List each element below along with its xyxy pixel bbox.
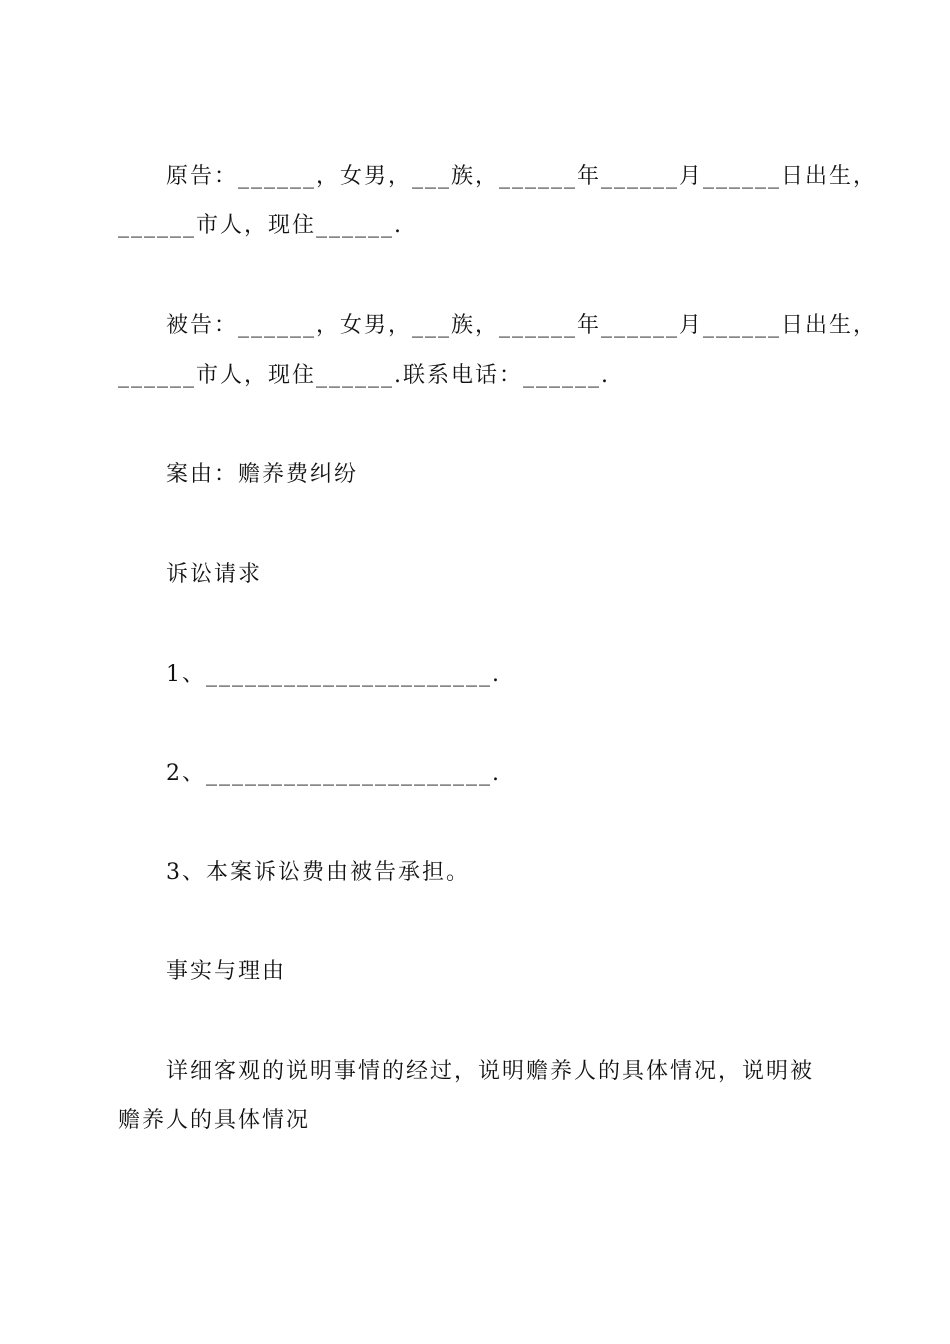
defendant-line-2: ______市人，现住______.联系电话：______. — [118, 363, 610, 388]
cause-of-action: 案由：赡养费纠纷 — [166, 462, 359, 487]
claim-item-2: 2、______________________. — [166, 761, 501, 786]
claim-item-3: 3、本案诉讼费由被告承担。 — [166, 860, 470, 885]
defendant-line-1: 被告：______，女男，___族，______年______月______日出生， — [166, 313, 878, 338]
claim-item-1: 1、______________________. — [166, 662, 501, 687]
facts-line-2: 赡养人的具体情况 — [118, 1108, 311, 1133]
facts-line-1: 详细客观的说明事情的经过，说明赡养人的具体情况，说明被 — [166, 1059, 815, 1084]
plaintiff-line-1: 原告：______，女男，___族，______年______月______日出生， — [166, 164, 878, 189]
plaintiff-line-2: ______市人，现住______. — [118, 213, 403, 238]
facts-heading: 事实与理由 — [166, 959, 287, 984]
claims-heading: 诉讼请求 — [166, 562, 263, 587]
